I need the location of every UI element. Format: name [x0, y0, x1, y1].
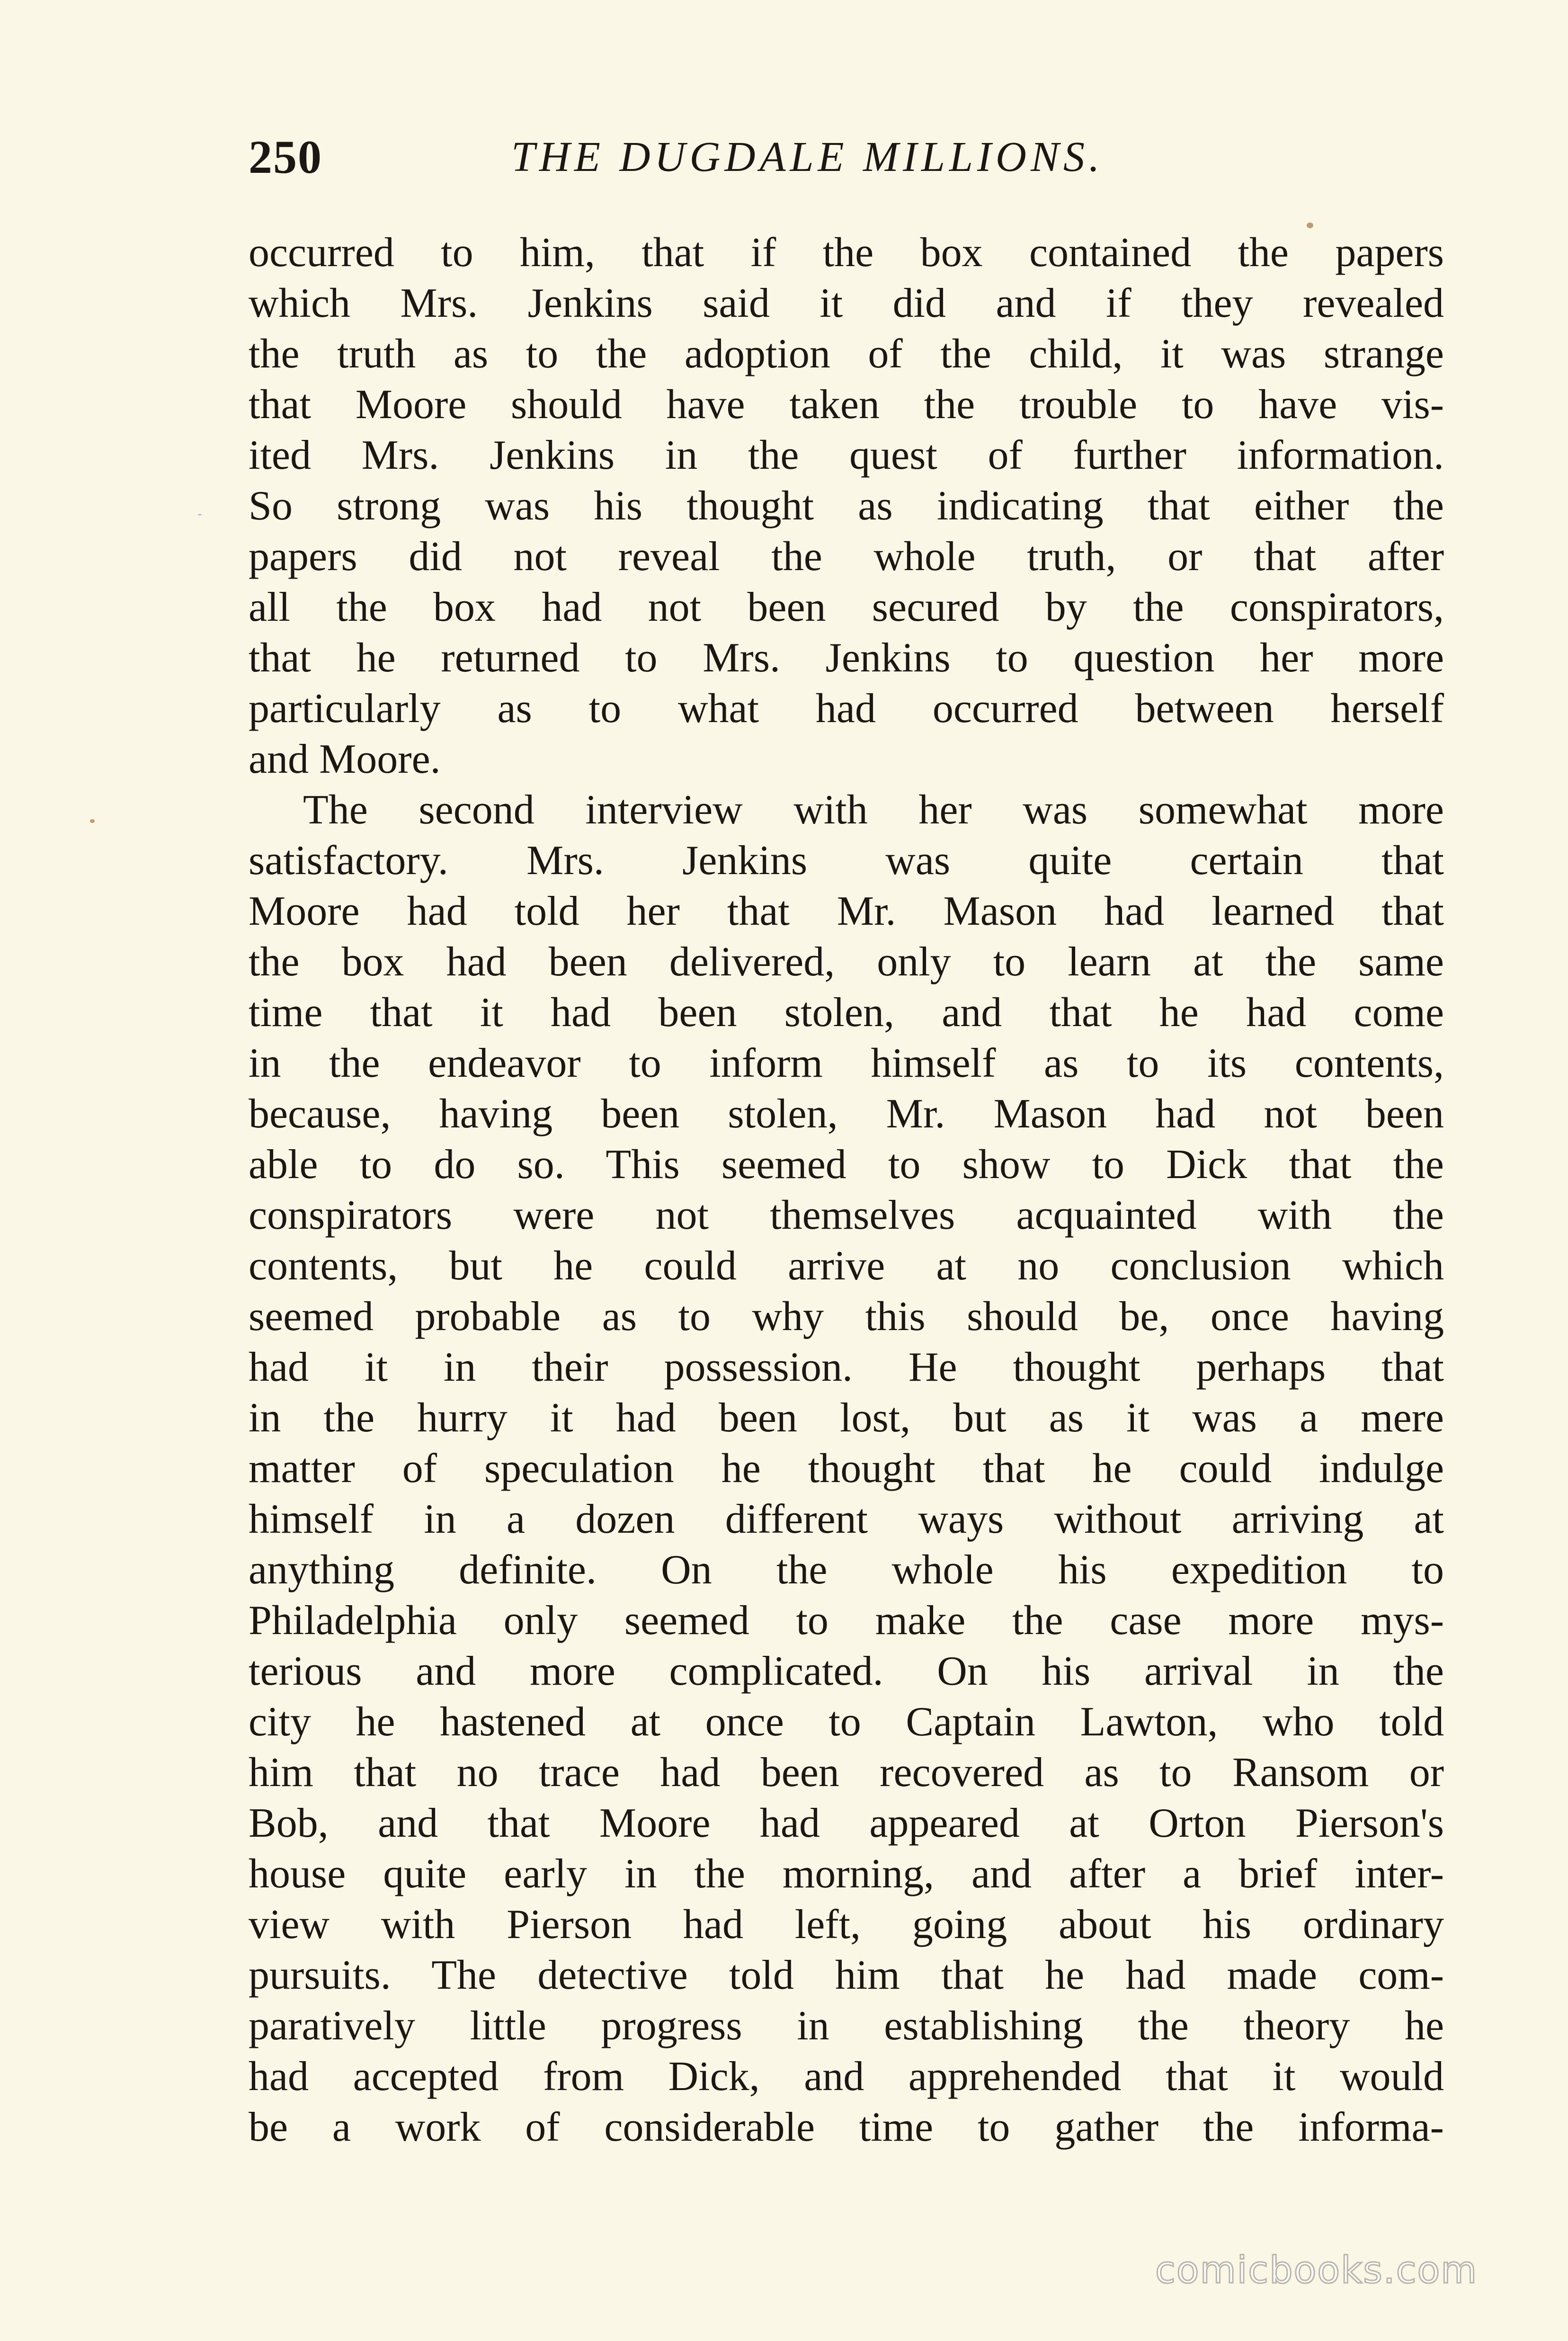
text-line: conspirators were not themselves acquainted with the — [249, 1192, 1444, 1238]
paper-speck — [90, 819, 95, 823]
page-number: 250 — [249, 131, 322, 183]
text-line: because, having been stolen, Mr. Mason had not been — [249, 1091, 1444, 1137]
text-line: himself in a dozen different ways without arriving at — [249, 1496, 1444, 1542]
text-line: paratively little progress in establishing the theory he — [249, 2003, 1444, 2049]
text-line: able to do so. This seemed to show to Dick that the — [249, 1142, 1444, 1188]
watermark: comicbooks.com — [1155, 2249, 1478, 2292]
text-line: anything definite. On the whole his expedition to — [249, 1547, 1444, 1593]
text-line: So strong was his thought as indicating that either the — [249, 483, 1444, 529]
text-line: that he returned to Mrs. Jenkins to question her more — [249, 635, 1444, 681]
paragraph-start-line: The second interview with her was somewhat more — [303, 787, 1444, 833]
text-line: house quite early in the morning, and after a brief inter- — [249, 1851, 1444, 1897]
paper-speck — [198, 514, 202, 516]
text-line: matter of speculation he thought that he could indulge — [249, 1446, 1444, 1492]
text-line: Moore had told her that Mr. Mason had learned that — [249, 888, 1444, 934]
text-line: the box had been delivered, only to learn at the same — [249, 939, 1444, 985]
text-line: view with Pierson had left, going about his ordinary — [249, 1902, 1444, 1948]
book-title: THE DUGDALE MILLIONS. — [511, 134, 1104, 180]
text-line: in the endeavor to inform himself as to its contents, — [249, 1040, 1444, 1086]
text-line: which Mrs. Jenkins said it did and if they revealed — [249, 280, 1444, 326]
paragraph-end-line: and Moore. — [249, 736, 441, 782]
paper-speck — [1307, 223, 1313, 228]
text-line: ited Mrs. Jenkins in the quest of further information. — [249, 432, 1444, 478]
text-line: satisfactory. Mrs. Jenkins was quite certain that — [249, 838, 1444, 884]
text-line: the truth as to the adoption of the child, it was strange — [249, 331, 1444, 377]
text-line: papers did not reveal the whole truth, or that after — [249, 534, 1444, 580]
text-line: occurred to him, that if the box contained the papers — [249, 230, 1444, 276]
text-line: pursuits. The detective told him that he had made com- — [249, 1952, 1444, 1998]
text-line: all the box had not been secured by the conspirators, — [249, 584, 1444, 630]
text-line: time that it had been stolen, and that he had come — [249, 990, 1444, 1036]
text-line: contents, but he could arrive at no conclusion which — [249, 1243, 1444, 1289]
text-line: had accepted from Dick, and apprehended that it would — [249, 2054, 1444, 2100]
text-line: him that no trace had been recovered as to Ransom or — [249, 1750, 1444, 1796]
text-line: that Moore should have taken the trouble to have vis- — [249, 382, 1444, 428]
text-line: particularly as to what had occurred between herself — [249, 686, 1444, 732]
body-text — [249, 227, 1444, 2153]
text-line: had it in their possession. He thought perhaps that — [249, 1344, 1444, 1390]
running-head — [249, 124, 1444, 190]
text-line: seemed probable as to why this should be, once having — [249, 1294, 1444, 1340]
text-line: be a work of considerable time to gather the informa- — [249, 2104, 1444, 2150]
text-line: in the hurry it had been lost, but as it was a mere — [249, 1395, 1444, 1441]
text-line: terious and more complicated. On his arrival in the — [249, 1648, 1444, 1694]
text-line: Philadelphia only seemed to make the case more mys- — [249, 1598, 1444, 1644]
text-line: Bob, and that Moore had appeared at Orton Pierson's — [249, 1800, 1444, 1846]
text-line: city he hastened at once to Captain Lawton, who told — [249, 1699, 1444, 1745]
